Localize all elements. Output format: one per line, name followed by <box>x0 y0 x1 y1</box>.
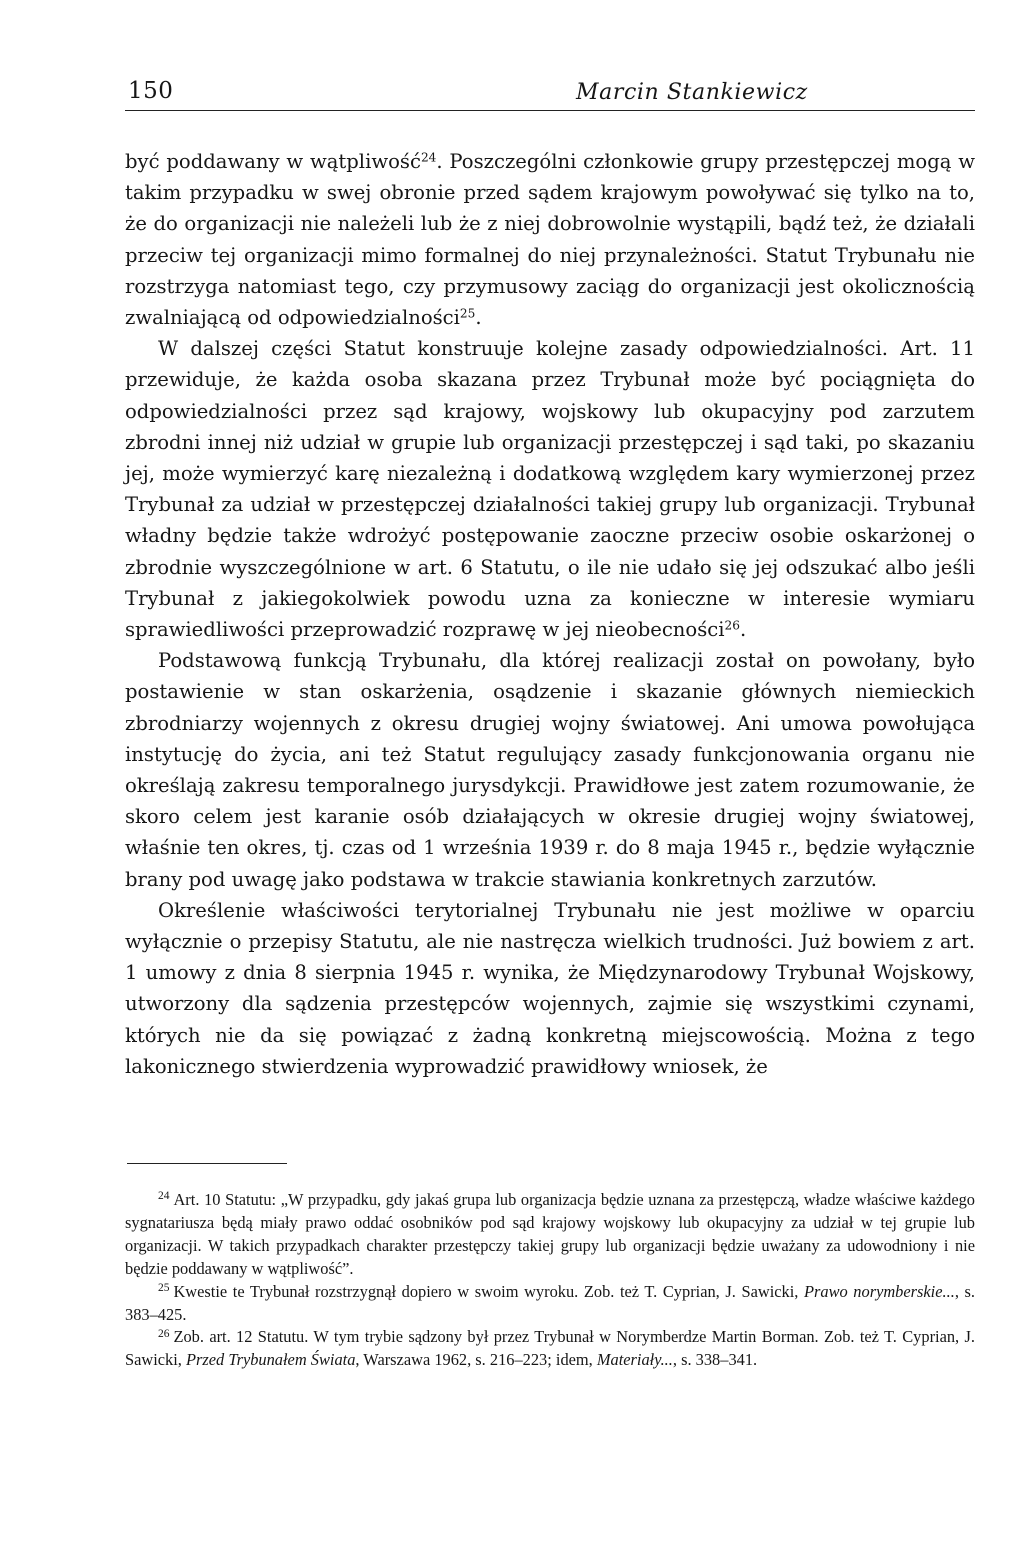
footnote-ref-26: 26 <box>724 618 740 633</box>
footnote-25 <box>125 1281 975 1327</box>
main-text <box>125 146 975 1082</box>
footnote-ref-25: 25 <box>459 306 476 321</box>
paragraph-2-text-a: W dalszej części Statut konstruuje kolejne zasady odpowiedzialności. Art. 11 przewiduje, że każda osoba skazana przez Trybunał może być pociągnięta do odpowiedzialności przez sąd krajowy, wojskowy lub okupacyjny pod zarzutem zbrodni innej niż udział w grupie lub organizacji przestępczej i sąd taki, po skazaniu jej, może wymierzyć karę niezależną i dodatkową względem kary wymierzonej przez Trybunał za udział w przestępczej działalności takiej grupy lub organizacji. Trybunał władny będzie także wdrożyć postępowanie zaoczne przeciw osobie oskarżonej o zbrodnie wyszczególnione w art. 6 Statutu, o ile nie udało się jej odszukać albo jeśli Trybunał z jakiegokolwiek powodu uzna za konieczne w interesie wymiaru sprawiedliwości przeprowadzić rozprawę w jej nieobecności <box>125 337 975 642</box>
footnote-ref-24: 24 <box>420 150 437 165</box>
footnote-25-text: Kwestie te Trybunał rozstrzygnął dopiero w swoim wyroku. Zob. też T. Cyprian, J. Sawicki, <box>173 1281 804 1301</box>
paragraph-1-text-a: być poddawany w wątpliwość <box>125 150 421 173</box>
footnote-separator <box>127 1163 287 1164</box>
footnote-26-number: 26 <box>158 1327 170 1340</box>
footnote-24-number: 24 <box>158 1190 170 1203</box>
paragraph-3: Podstawową funkcją Trybunału, dla której realizacji został on powołany, było postawienie w stan oskarżenia, osądzenie i skazanie głównych niemieckich zbrodniarzy wojennych z okresu drugiej wojny światowej. Ani umowa powołująca instytucję do życia, ani też Statut regulujący zasady funkcjonowania organu nie określają zakresu temporalnego jurysdykcji. Prawidłowe jest zatem rozumowanie, że skoro celem jest karanie osób działających w okresie drugiej wojny światowej, właśnie ten okres, tj. czas od 1 września 1939 r. do 8 maja 1945 r., będzie wyłącznie brany pod uwagę jako podstawa w trakcie stawiania konkretnych zarzutów. <box>125 649 975 891</box>
footnote-26-text: Zob. art. 12 Statutu. W tym trybie sądzony był przez Trybunał w Norymberdze Martin Borman. Zob. też T. Cyprian, J. Sawicki, <box>125 1327 975 1370</box>
running-head-author: Marcin Stankiewicz <box>576 80 808 105</box>
footnote-26-title-2: Materiały... <box>596 1350 673 1370</box>
footnote-25-title: Prawo norymberskie... <box>803 1281 955 1301</box>
footnotes <box>125 1189 975 1372</box>
running-head <box>125 76 975 111</box>
footnote-25-number: 25 <box>158 1281 170 1294</box>
paragraph-1-text-b: . Poszczególni członkowie grupy przestępczej mogą w takim przypadku w swej obronie przed sądem krajowym powoływać się tylko na to, że do organizacji nie należeli lub że z niej dobrowolnie wystąpili, bądź też, że działali przeciw tej organizacji mimo formalnej do niej przynależności. Statut Trybunału nie rozstrzyga natomiast tego, czy przymusowy zaciąg do organizacji jest okolicznością zwalniającą od odpowiedzialności <box>125 150 975 330</box>
footnote-26-end: , s. 338–341. <box>672 1350 758 1370</box>
footnote-25-end: , s. 383–425. <box>125 1281 975 1324</box>
footnote-26 <box>125 1326 975 1372</box>
paragraph-1 <box>125 146 975 333</box>
footnote-24 <box>125 1189 975 1281</box>
paragraph-1-text-c: . <box>475 306 482 330</box>
paragraph-2 <box>125 333 975 645</box>
footnote-26-title-1: Przed Trybunałem Świata <box>186 1350 356 1370</box>
footnote-24-text: Art. 10 Statutu: „W przypadku, gdy jakaś grupa lub organizacja będzie uznana za przestępczą, władze właściwe każdego sygnatariusza będą miały prawo oddać osobników pod sąd krajowy wojskowy lub okupacyjny za udział w tej grupie lub organizacji. W takich przypadkach charakter przestępczy takiej grupy lub organizacji będzie uważany za udowodniony i nie będzie poddawany w wątpliwość”. <box>125 1190 975 1278</box>
paragraph-4: Określenie właściwości terytorialnej Trybunału nie jest możliwe w oparciu wyłącznie o przepisy Statutu, ale nie nastręcza wielkich trudności. Już bowiem z art. 1 umowy z dnia 8 sierpnia 1945 r. wynika, że Międzynarodowy Trybunał Wojskowy, utworzony dla sądzenia przestępców wojennych, zajmie się wszystkimi czynami, których nie da się powiązać z żadną konkretną miejscowością. Można z tego lakonicznego stwierdzenia wyprowadzić prawidłowy wniosek, że <box>125 898 975 1078</box>
paragraph-2-text-b: . <box>739 618 747 642</box>
page-number: 150 <box>128 78 174 104</box>
footnote-26-mid: , Warszawa 1962, s. 216–223; idem, <box>355 1350 597 1370</box>
